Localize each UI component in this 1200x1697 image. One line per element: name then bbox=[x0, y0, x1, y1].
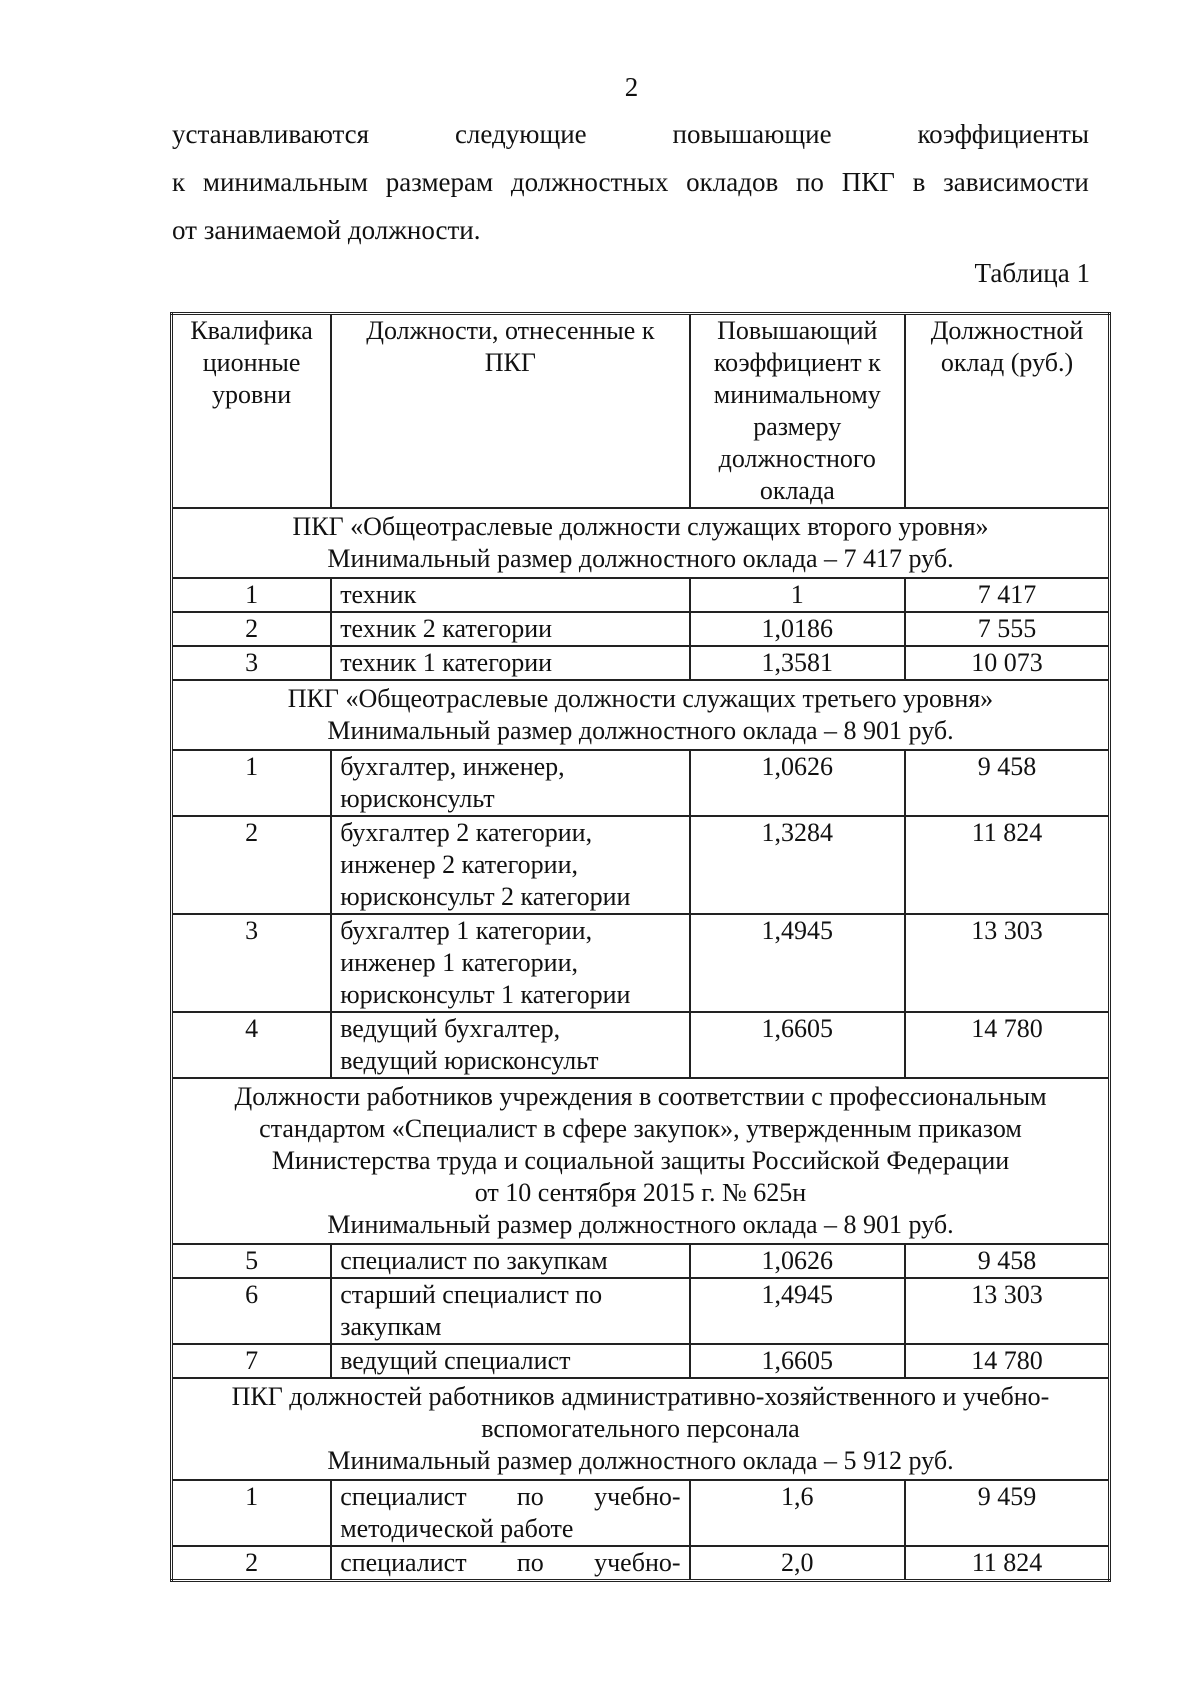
section-header bbox=[172, 508, 1110, 578]
position-line: бухгалтер 2 категории, bbox=[340, 818, 593, 847]
cell-salary: 14 780 bbox=[905, 1344, 1109, 1378]
cell-position: ведущий специалист bbox=[331, 1344, 689, 1378]
salary-table bbox=[170, 312, 1111, 1582]
table-row bbox=[172, 750, 1110, 816]
cell-position bbox=[331, 1012, 689, 1078]
intro-line-3: от занимаемой должности. bbox=[172, 215, 481, 245]
section-title-line: ПКГ «Общеотраслевые должности служащих третьего уровня» bbox=[287, 684, 994, 713]
position-line: инженер 1 категории, bbox=[340, 948, 578, 977]
cell-coefficient: 1,0186 bbox=[690, 612, 905, 646]
cell-level: 1 bbox=[172, 1480, 332, 1546]
table-row bbox=[172, 816, 1110, 914]
cell-coefficient: 1,4945 bbox=[690, 1278, 905, 1344]
section-title-line: ПКГ «Общеотраслевые должности служащих второго уровня» bbox=[292, 512, 989, 541]
section-title-line: стандартом «Специалист в сфере закупок», утвержденным приказом bbox=[259, 1114, 1022, 1143]
cell-position bbox=[331, 1546, 689, 1581]
cell-position bbox=[331, 1480, 689, 1546]
table-header-row bbox=[172, 314, 1110, 509]
page-number: 2 bbox=[624, 72, 639, 102]
intro-line-2 bbox=[172, 158, 1089, 206]
cell-salary: 13 303 bbox=[905, 1278, 1109, 1344]
cell-level: 1 bbox=[172, 750, 332, 816]
position-line bbox=[340, 1547, 680, 1579]
table-row bbox=[172, 578, 1110, 612]
cell-position: техник 2 категории bbox=[331, 612, 689, 646]
cell-position: техник bbox=[331, 578, 689, 612]
position-line: ведущий юрисконсульт bbox=[340, 1046, 599, 1075]
cell-position: специалист по закупкам bbox=[331, 1244, 689, 1278]
position-word: по bbox=[516, 1548, 544, 1577]
cell-coefficient: 1,0626 bbox=[690, 750, 905, 816]
intro-line-1 bbox=[172, 110, 1089, 158]
cell-coefficient: 1,3284 bbox=[690, 816, 905, 914]
cell-coefficient: 1,3581 bbox=[690, 646, 905, 680]
intro-word: следующие bbox=[454, 119, 587, 149]
position-line bbox=[340, 1481, 680, 1513]
section-title bbox=[172, 680, 1110, 750]
table-row bbox=[172, 914, 1110, 1012]
cell-level: 2 bbox=[172, 612, 332, 646]
cell-salary: 13 303 bbox=[905, 914, 1109, 1012]
table-row bbox=[172, 1012, 1110, 1078]
header-positions: Должности, отнесенные к ПКГ bbox=[331, 314, 689, 509]
section-title-line: Министерства труда и социальной защиты Российской Федерации bbox=[271, 1146, 1010, 1175]
position-line: закупкам bbox=[340, 1312, 442, 1341]
position-line: ведущий бухгалтер, bbox=[340, 1014, 561, 1043]
section-title-line: Должности работников учреждения в соответствии с профессиональным bbox=[234, 1082, 1047, 1111]
cell-level: 3 bbox=[172, 646, 332, 680]
cell-coefficient: 1 bbox=[690, 578, 905, 612]
cell-coefficient: 1,6 bbox=[690, 1480, 905, 1546]
cell-coefficient: 1,0626 bbox=[690, 1244, 905, 1278]
section-title-line: вспомогательного персонала bbox=[481, 1414, 800, 1443]
cell-salary: 11 824 bbox=[905, 1546, 1109, 1581]
cell-position bbox=[331, 750, 689, 816]
cell-level: 4 bbox=[172, 1012, 332, 1078]
cell-position: техник 1 категории bbox=[331, 646, 689, 680]
intro-word: размерам bbox=[385, 167, 494, 197]
table-row bbox=[172, 1344, 1110, 1378]
intro-word: к bbox=[172, 167, 186, 197]
table-row bbox=[172, 1480, 1110, 1546]
header-salary: Должностной оклад (руб.) bbox=[905, 314, 1109, 509]
table-row bbox=[172, 612, 1110, 646]
table-row bbox=[172, 1546, 1110, 1581]
cell-coefficient: 1,6605 bbox=[690, 1344, 905, 1378]
cell-position bbox=[331, 816, 689, 914]
section-title bbox=[172, 1378, 1110, 1480]
cell-position bbox=[331, 914, 689, 1012]
section-title-line: от 10 сентября 2015 г. № 625н bbox=[474, 1178, 807, 1207]
position-line: бухгалтер, инженер, bbox=[340, 752, 565, 781]
section-title-line: Минимальный размер должностного оклада – 8 901 руб. bbox=[327, 716, 954, 745]
position-line: методической работе bbox=[340, 1514, 574, 1543]
section-header bbox=[172, 680, 1110, 750]
intro-word: зависимости bbox=[943, 167, 1089, 197]
cell-level: 5 bbox=[172, 1244, 332, 1278]
intro-word: коэффициенты bbox=[917, 119, 1089, 149]
section-title bbox=[172, 1078, 1110, 1244]
cell-salary: 7 417 bbox=[905, 578, 1109, 612]
table-row bbox=[172, 646, 1110, 680]
position-line: инженер 2 категории, bbox=[340, 850, 578, 879]
section-header bbox=[172, 1378, 1110, 1480]
cell-level: 6 bbox=[172, 1278, 332, 1344]
cell-salary: 11 824 bbox=[905, 816, 1109, 914]
position-line: юрисконсульт 2 категории bbox=[340, 882, 631, 911]
cell-salary: 9 459 bbox=[905, 1480, 1109, 1546]
header-coefficient: Повышающий коэффициент к минимальному размеру должностного оклада bbox=[690, 314, 905, 509]
header-level: Квалифика ционные уровни bbox=[172, 314, 332, 509]
position-word: специалист bbox=[340, 1482, 467, 1511]
intro-word: устанавливаются bbox=[172, 119, 370, 149]
cell-position bbox=[331, 1278, 689, 1344]
cell-level: 2 bbox=[172, 816, 332, 914]
section-header bbox=[172, 1078, 1110, 1244]
cell-level: 1 bbox=[172, 578, 332, 612]
cell-level: 2 bbox=[172, 1546, 332, 1581]
cell-level: 3 bbox=[172, 914, 332, 1012]
cell-salary: 10 073 bbox=[905, 646, 1109, 680]
section-title-line: Минимальный размер должностного оклада – 5 912 руб. bbox=[327, 1446, 954, 1475]
table-caption: Таблица 1 bbox=[974, 258, 1090, 288]
section-title-line: Минимальный размер должностного оклада – 8 901 руб. bbox=[327, 1210, 954, 1239]
cell-coefficient: 1,6605 bbox=[690, 1012, 905, 1078]
cell-coefficient: 1,4945 bbox=[690, 914, 905, 1012]
position-word: учебно- bbox=[594, 1548, 681, 1577]
position-line: старший специалист по bbox=[340, 1280, 603, 1309]
intro-word: повышающие bbox=[672, 119, 832, 149]
table-row bbox=[172, 1278, 1110, 1344]
intro-word: ПКГ bbox=[841, 167, 895, 197]
section-title-line: ПКГ должностей работников административно-хозяйственного и учебно- bbox=[231, 1382, 1050, 1411]
position-line: юрисконсульт bbox=[340, 784, 495, 813]
cell-salary: 7 555 bbox=[905, 612, 1109, 646]
section-title bbox=[172, 508, 1110, 578]
position-line: бухгалтер 1 категории, bbox=[340, 916, 593, 945]
cell-salary: 14 780 bbox=[905, 1012, 1109, 1078]
intro-word: окладов bbox=[686, 167, 779, 197]
section-title-line: Минимальный размер должностного оклада – 7 417 руб. bbox=[327, 544, 954, 573]
cell-salary: 9 458 bbox=[905, 750, 1109, 816]
intro-word: в bbox=[912, 167, 926, 197]
table-row bbox=[172, 1244, 1110, 1278]
position-line: юрисконсульт 1 категории bbox=[340, 980, 631, 1009]
cell-salary: 9 458 bbox=[905, 1244, 1109, 1278]
cell-level: 7 bbox=[172, 1344, 332, 1378]
position-word: учебно- bbox=[594, 1482, 681, 1511]
intro-word: по bbox=[795, 167, 824, 197]
position-word: специалист bbox=[340, 1548, 467, 1577]
intro-word: должностных bbox=[510, 167, 669, 197]
intro-word: минимальным bbox=[202, 167, 368, 197]
cell-coefficient: 2,0 bbox=[690, 1546, 905, 1581]
position-word: по bbox=[516, 1482, 544, 1511]
